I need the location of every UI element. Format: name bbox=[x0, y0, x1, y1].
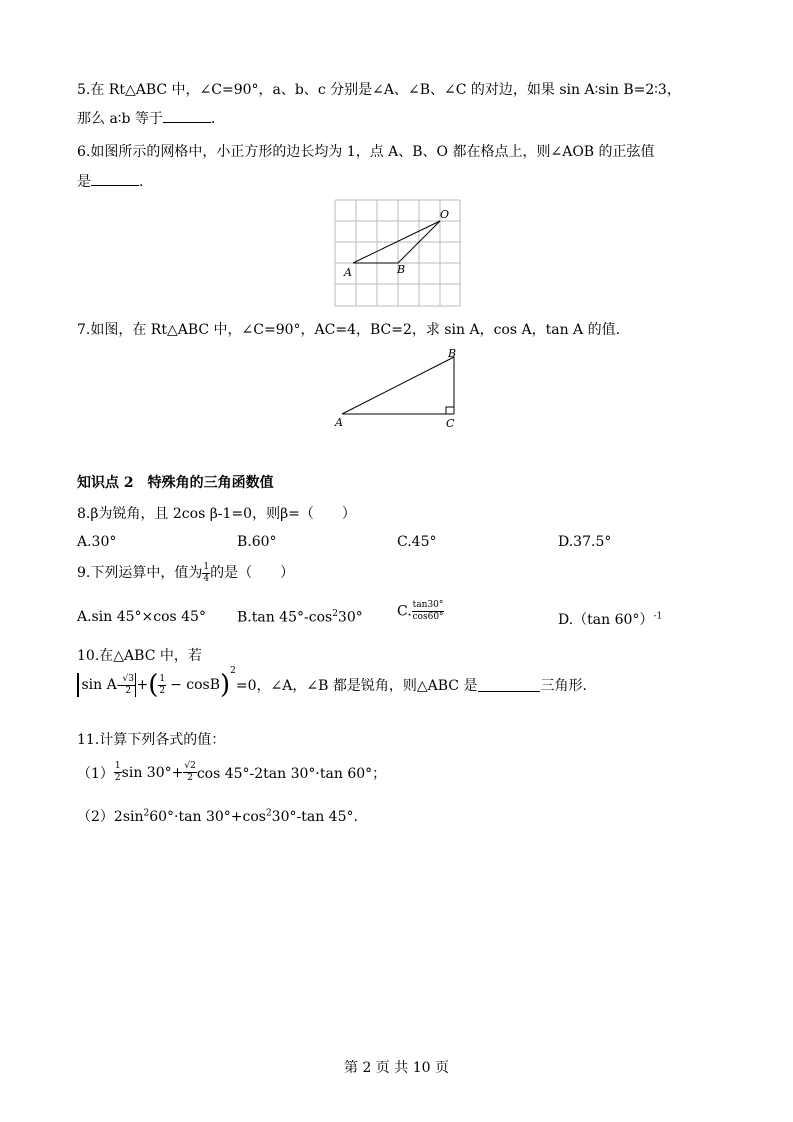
q11-part2 bbox=[77, 806, 358, 826]
q5-line2-end: . bbox=[210, 111, 216, 127]
q10-minus-cosb: − cosB bbox=[170, 677, 221, 693]
q7-text: 7.如图，在 Rt△ABC 中，∠C=90°，AC=4，BC=2，求 sin A，cos A，tan A 的值. bbox=[77, 322, 621, 338]
q10-expression: sin A- $\frac{√3}{2}$ + ( $\frac{1}{2}$ − cosB ) 2 =0，∠A，∠B 都是锐角，则△ABC 是 三角形. bbox=[77, 672, 587, 698]
q10-sqrt3-over-2 bbox=[121, 675, 134, 696]
q11-p2-post: 30°-tan 45°. bbox=[271, 809, 358, 825]
q11-title: 11.计算下列各式的值： bbox=[77, 732, 226, 748]
q8-text: 8.β为锐角，且 2cos β-1=0，则β=（ ） bbox=[77, 506, 356, 522]
q9-option-c bbox=[397, 601, 444, 622]
q5-answer-blank bbox=[163, 109, 211, 123]
q8-option-a: A.30° bbox=[77, 534, 117, 550]
section-title: 知识点 2 特殊角的三角函数值 bbox=[77, 475, 274, 491]
q10-eq: =0，∠A，∠B 都是锐角，则△ABC 是 bbox=[235, 678, 478, 694]
q10-square: 2 bbox=[230, 666, 236, 676]
q6-line2-text: 是 bbox=[77, 174, 91, 190]
q10-half bbox=[158, 675, 166, 696]
q11-p2-sup1: 2 bbox=[143, 808, 150, 819]
q11-p1-pre: （1） bbox=[77, 765, 114, 782]
q9-option-b-pre: B.tan 45°-cos bbox=[237, 609, 333, 626]
abs-bar-left bbox=[77, 673, 79, 697]
q11-p1-den1: 2 bbox=[114, 773, 121, 783]
q6-grid-figure bbox=[330, 198, 465, 310]
page-footer: 第 2 页 共 10 页 bbox=[344, 1060, 449, 1076]
q5-line2-text: 那么 a∶b 等于 bbox=[77, 111, 163, 127]
q9-option-c-num: tan30° bbox=[412, 600, 444, 610]
q10-tail: 三角形. bbox=[540, 678, 587, 694]
q11-p1-post: cos 45°-2tan 30°·tan 60°； bbox=[196, 765, 387, 782]
triangle-abc bbox=[342, 357, 454, 414]
q8-option-b: B.60° bbox=[237, 534, 277, 550]
label-a: A bbox=[344, 266, 352, 279]
q10-half-den: 2 bbox=[159, 685, 166, 696]
q11-p2-pre: （2）2sin bbox=[77, 809, 144, 825]
q9-stem bbox=[77, 562, 294, 584]
label-c: C bbox=[446, 417, 455, 430]
q8-option-c: C.45° bbox=[397, 534, 437, 550]
q6-answer-blank bbox=[91, 172, 139, 186]
q7-triangle-figure bbox=[330, 343, 465, 431]
q11-p1-frac1 bbox=[114, 762, 122, 783]
q10-two: 2 bbox=[125, 685, 132, 696]
q9-option-a: A.sin 45°×cos 45° bbox=[77, 609, 206, 625]
q10-line1: 10.在△ABC 中，若 bbox=[77, 648, 202, 664]
q9-option-d bbox=[558, 609, 662, 629]
q11-p1-num1: 1 bbox=[114, 761, 121, 771]
q9-option-b bbox=[237, 609, 363, 626]
q9-stem-post: 的是（ ） bbox=[210, 565, 295, 581]
q9-fraction bbox=[202, 563, 210, 584]
q11-p1-frac2 bbox=[183, 762, 196, 783]
q11-p1-den2: 2 bbox=[187, 773, 193, 783]
label-b: B bbox=[397, 263, 406, 276]
q9-option-b-post: 30° bbox=[337, 609, 363, 626]
q10-answer-blank bbox=[478, 678, 540, 692]
q10-one: 1 bbox=[159, 673, 166, 684]
q9-option-c-pre: C. bbox=[397, 603, 412, 620]
q9-frac-num: 1 bbox=[203, 561, 210, 572]
q9-option-b-sup: 2 bbox=[332, 609, 338, 619]
q11-p2-sup2: 2 bbox=[265, 808, 272, 819]
q9-stem-pre: 9.下列运算中，值为 bbox=[77, 565, 203, 581]
q9-option-d-main: D.（tan 60°） bbox=[558, 612, 654, 628]
q9-option-c-fraction bbox=[412, 601, 445, 622]
q9-option-d-sup: -1 bbox=[653, 611, 663, 622]
label-o: O bbox=[440, 208, 450, 221]
q6-line2 bbox=[77, 171, 143, 191]
q9-option-c-den: cos60° bbox=[412, 612, 444, 622]
q11-p1-mid: sin 30°+ bbox=[121, 764, 184, 781]
q5-line2 bbox=[77, 108, 215, 128]
label-b: B bbox=[448, 347, 457, 360]
q10-sin-a: sin A- bbox=[81, 677, 122, 693]
q8-option-d: D.37.5° bbox=[558, 534, 612, 550]
q9-frac-den: 4 bbox=[203, 573, 210, 584]
q6-line2-end: . bbox=[139, 174, 144, 190]
q5-line1: 5.在 Rt△ABC 中，∠C=90°，a、b、c 分别是∠A、∠B、∠C 的对边，如果 sin A∶sin B=2∶3， bbox=[77, 82, 681, 98]
q11-p2-mid: 60°·tan 30°+cos bbox=[149, 809, 266, 825]
q10-sqrt3: √3 bbox=[122, 673, 134, 684]
q6-line1: 6.如图所示的网格中，小正方形的边长均为 1，点 A、B、O 都在格点上，则∠AOB 的正弦值 bbox=[77, 144, 655, 160]
q11-part1 bbox=[77, 762, 386, 783]
label-a: A bbox=[335, 416, 343, 429]
q11-p1-num2: √2 bbox=[184, 761, 196, 771]
